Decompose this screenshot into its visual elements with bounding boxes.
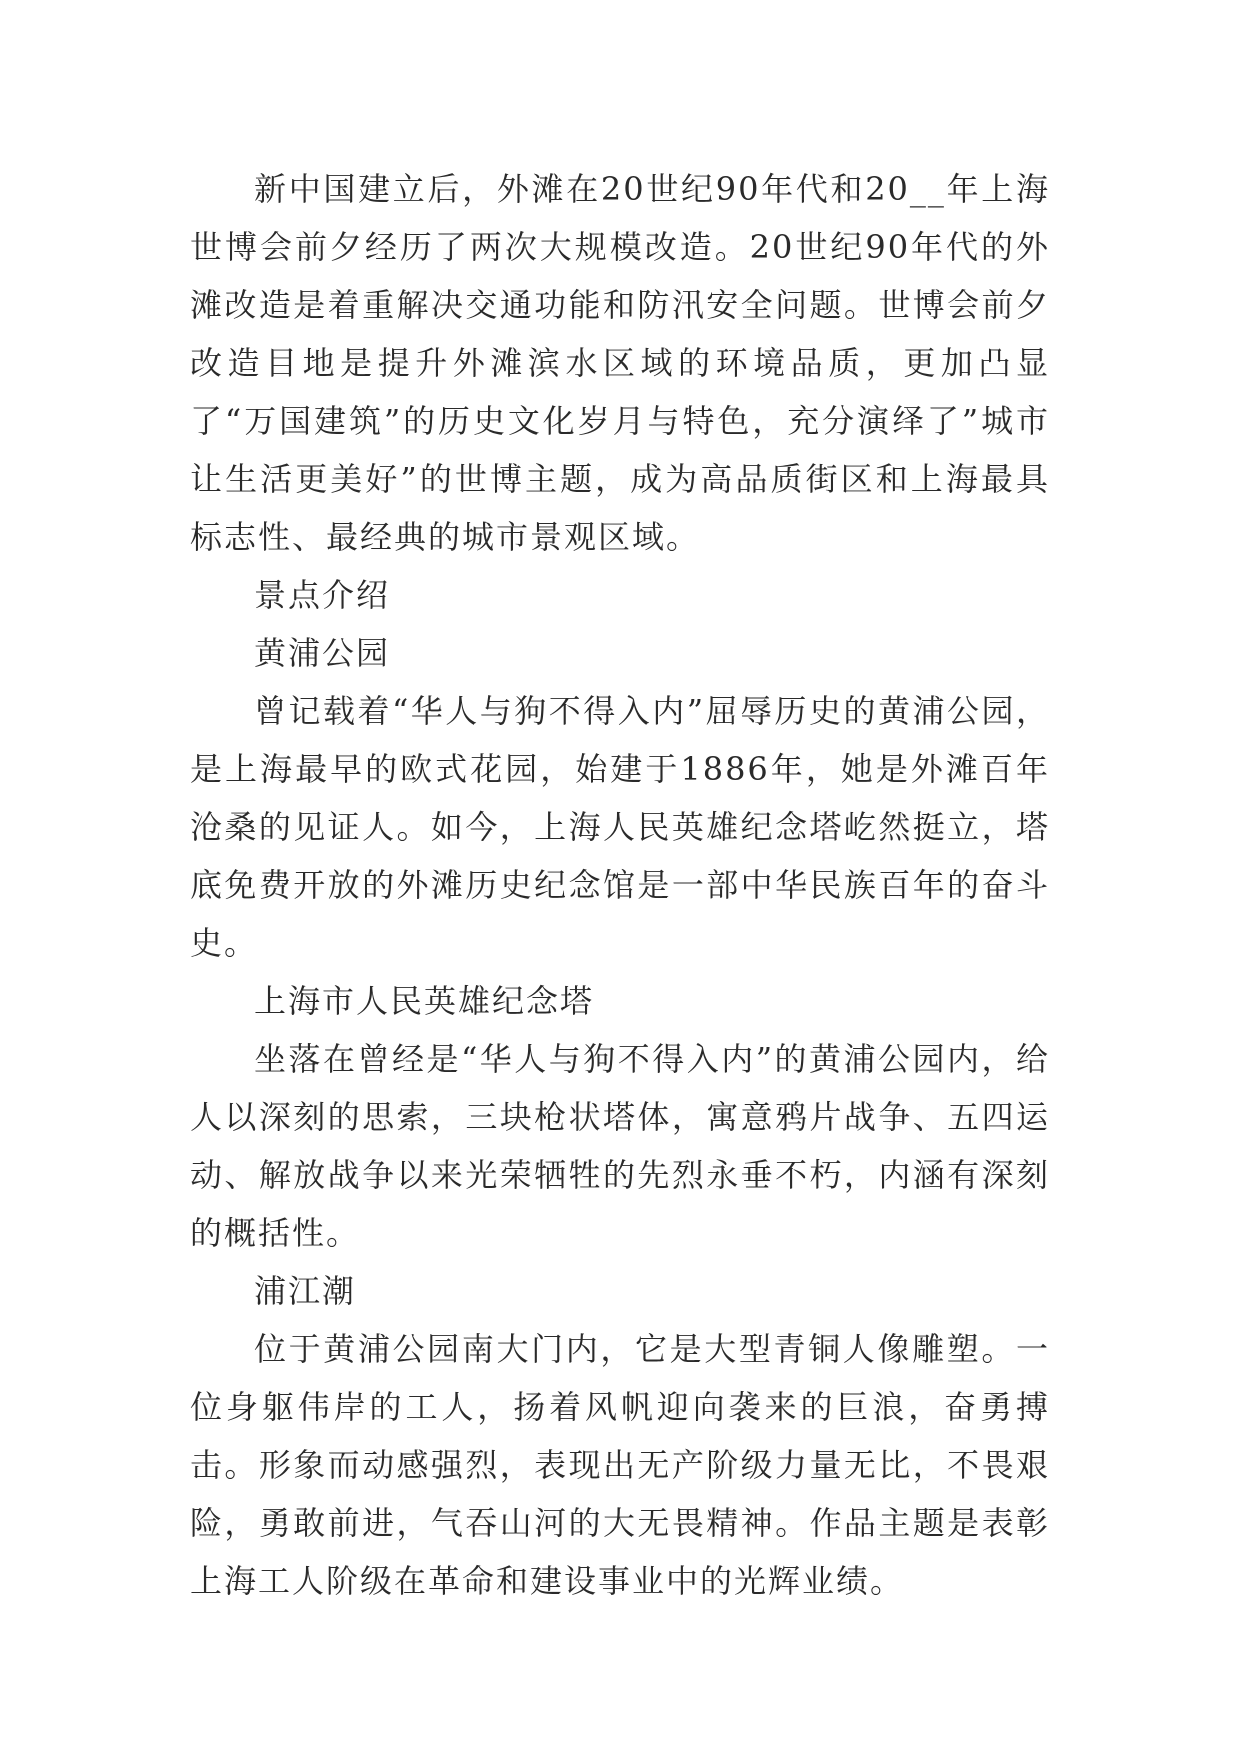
paragraph-pujiang-tide: 位于黄浦公园南大门内，它是大型青铜人像雕塑。一位身躯伟岸的工人，扬着风帆迎向袭来的巨浪，奋勇搏击。形象而动感强烈，表现出无产阶级力量无比，不畏艰险，勇敢前进，气吞山河的大无畏精神。作品主题是表彰上海工人阶级在革命和建设事业中的光辉业绩。 [190,1330,1050,1600]
paragraph-huangpu-park: 曾记载着“华人与狗不得入内”屈辱历史的黄浦公园，是上海最早的欧式花园，始建于1886年，她是外滩百年沧桑的见证人。如今，上海人民英雄纪念塔屹然挺立，塔底免费开放的外滩历史纪念馆是一部中华民族百年的奋斗史。 [190,692,1050,962]
heading-heroes-monument: 上海市人民英雄纪念塔 [254,982,595,1020]
heading-huangpu-park: 黄浦公园 [254,634,391,672]
document-body [190,160,1050,1610]
heading-pujiang-tide: 浦江潮 [254,1272,357,1310]
heading-attractions: 景点介绍 [254,576,391,614]
paragraph-heroes-monument: 坐落在曾经是“华人与狗不得入内”的黄浦公园内，给人以深刻的思索，三块枪状塔体，寓意鸦片战争、五四运动、解放战争以来光荣牺牲的先烈永垂不朽，内涵有深刻的概括性。 [190,1040,1050,1252]
paragraph-bund-renovation: 新中国建立后，外滩在20世纪90年代和20__年上海世博会前夕经历了两次大规模改造。20世纪90年代的外滩改造是着重解决交通功能和防汛安全问题。世博会前夕改造目地是提升外滩滨水区域的环境品质，更加凸显了“万国建筑”的历史文化岁月与特色，充分演绎了”城市让生活更美好”的世博主题，成为高品质街区和上海最具标志性、最经典的城市景观区域。 [190,170,1050,556]
